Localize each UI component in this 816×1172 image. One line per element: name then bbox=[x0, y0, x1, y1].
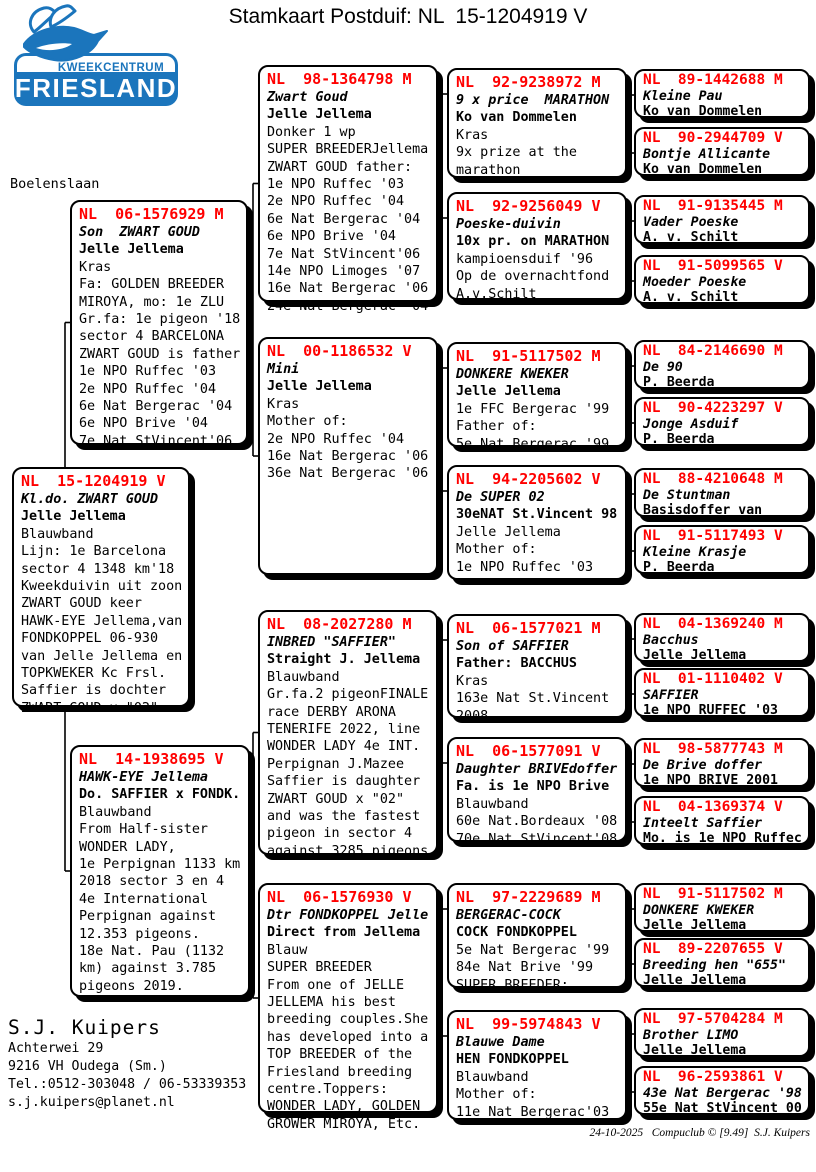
ring-number: NL 90-2944709 V bbox=[643, 130, 783, 146]
ring-number: NL 92-9256049 V bbox=[456, 197, 601, 215]
pigeon-subtitle: P. Beerda bbox=[643, 375, 715, 391]
pigeon-nickname: Dtr FONDKOPPEL Jelle bbox=[267, 908, 429, 923]
pigeon-note: 11e Nat Bergerac'03 bbox=[456, 1104, 610, 1120]
pigeon-box-NL-96-2593861-V bbox=[634, 1066, 810, 1115]
pigeon-nickname: De 90 bbox=[643, 360, 683, 375]
ring-number: NL 97-2229689 M bbox=[456, 888, 601, 906]
pigeon-note: Saffier is dochter bbox=[21, 683, 167, 699]
pigeon-box-NL-15-1204919-V bbox=[12, 467, 190, 716]
pigeon-note: 5e Nat Bergerac '99 bbox=[456, 436, 610, 452]
pigeon-subtitle: A. v. Schilt bbox=[643, 290, 739, 306]
pigeon-subtitle: Jelle Jellema bbox=[267, 379, 372, 395]
pigeon-subtitle: Ko van Dommelen bbox=[643, 104, 763, 120]
pigeon-subtitle: Straight J. Jellema bbox=[267, 652, 421, 668]
pigeon-note: FONDKOPPEL 06-930 bbox=[21, 631, 159, 647]
pigeon-note: 6e Nat Bergerac '04 bbox=[267, 211, 421, 227]
pigeon-note: GROWER MIROYA, Etc. bbox=[267, 1116, 421, 1132]
pigeon-note: Blauwband bbox=[456, 1069, 529, 1085]
ring-number: NL 92-9238972 M bbox=[456, 73, 601, 91]
pigeon-box-NL-01-1110402-V bbox=[634, 668, 810, 717]
pigeon-subtitle: 10x pr. on MARATHON bbox=[456, 234, 610, 250]
pigeon-note: Gr.fa: 1e pigeon '18 bbox=[79, 312, 241, 328]
ring-number: NL 01-1110402 V bbox=[643, 671, 783, 687]
pigeon-note: 14e NPO Limoges '07 bbox=[267, 264, 421, 280]
pigeon-box-NL-97-2229689-M bbox=[447, 883, 627, 993]
pigeon-note: Gr.fa.2 pigeonFINALE bbox=[267, 687, 429, 703]
pigeon-note: breeding couples.She bbox=[267, 1012, 429, 1028]
pigeon-note: 24e Nat Bergerac '04 bbox=[267, 298, 429, 314]
pigeon-note: pigeons 2019. bbox=[79, 978, 184, 994]
pigeon-nickname: Brother LIMO bbox=[643, 1028, 739, 1043]
pigeon-note: Op de overnachtfond bbox=[456, 269, 610, 285]
pigeon-note: ZWART GOUD keer bbox=[21, 596, 142, 612]
pigeon-note: 16e Nat Bergerac '06 bbox=[267, 449, 429, 465]
pigeon-note: From one of JELLE bbox=[267, 977, 405, 993]
logo-name-text: FRIESLAND bbox=[14, 73, 178, 103]
pigeon-note: From Half-sister bbox=[79, 822, 208, 838]
pigeon-note: 5e Nat Bergerac '99 bbox=[456, 942, 610, 958]
pigeon-note: 6e NPO Brive '04 bbox=[267, 229, 396, 245]
pigeon-box-NL-90-4223297-V bbox=[634, 397, 810, 446]
pigeon-box-NL-14-1938695-V bbox=[70, 745, 250, 997]
pigeon-box-NL-92-9256049-V bbox=[447, 192, 627, 300]
pigeon-box-NL-06-1576929-M bbox=[70, 200, 248, 449]
pigeon-note: Blauwband bbox=[79, 804, 152, 820]
ring-number: NL 96-2593861 V bbox=[643, 1069, 783, 1085]
pigeon-note: 1e FFC Bergerac '99 bbox=[456, 401, 610, 417]
pigeon-subtitle: HEN FONDKOPPEL bbox=[456, 1052, 569, 1068]
pigeon-subtitle: P. Beerda bbox=[643, 560, 715, 576]
pigeon-box-NL-91-5099565-V bbox=[634, 255, 810, 304]
pigeon-note: Mother of: bbox=[267, 414, 348, 430]
ring-number: NL 99-5974843 V bbox=[456, 1015, 601, 1033]
pigeon-note: HAWK-EYE Jellema,van bbox=[21, 613, 183, 629]
pigeon-note: ZWART GOUD father: bbox=[267, 159, 413, 175]
pigeon-subtitle: A. v. Schilt bbox=[643, 230, 739, 246]
pigeon-note: Jelle Jellema bbox=[456, 524, 561, 540]
pigeon-subtitle: 55e Nat StVincent 00 bbox=[643, 1101, 802, 1117]
pigeon-subtitle: Jelle Jellema bbox=[643, 1043, 747, 1059]
owner-address: Achterwei 29 bbox=[8, 1041, 104, 1056]
pigeon-box-NL-94-2205602-V bbox=[447, 465, 627, 580]
pigeon-note: 60e Nat.Bordeaux '08 bbox=[456, 814, 618, 830]
pigeon-box-NL-90-2944709-V bbox=[634, 127, 810, 176]
pigeon-subtitle: Jelle Jellema bbox=[643, 918, 747, 934]
pigeon-nickname: De SUPER 02 bbox=[456, 490, 545, 505]
pigeon-subtitle: 1e NPO BRIVE 2001 bbox=[643, 773, 778, 789]
pigeon-subtitle: P. Beerda bbox=[643, 432, 715, 448]
pigeon-note: pigeon in sector 4 bbox=[267, 826, 413, 842]
pigeon-box-NL-06-1577091-V bbox=[447, 737, 627, 847]
pigeon-nickname: Inteelt Saffier bbox=[643, 816, 763, 831]
pigeon-note: 7e Nat StVincent'06 bbox=[79, 433, 233, 449]
pigeon-nickname: Son of SAFFIER bbox=[456, 639, 569, 654]
pigeon-note: Mother of: bbox=[456, 542, 537, 558]
pigeon-nickname: Breeding hen "655" bbox=[643, 958, 786, 973]
pigeon-subtitle: 30eNAT St.Vincent 98 bbox=[456, 507, 618, 523]
pigeon-note: 16e Nat Bergerac '06 bbox=[267, 281, 429, 297]
pigeon-nickname: Daughter BRIVEdoffer bbox=[456, 762, 618, 777]
pigeon-note: 2e NPO Ruffec '04 bbox=[267, 431, 405, 447]
ring-number: NL 91-5099565 V bbox=[643, 258, 783, 274]
ring-number: NL 06-1576929 M bbox=[79, 205, 224, 223]
pigeon-note: Mother of: bbox=[456, 1087, 537, 1103]
ring-number: NL 91-9135445 M bbox=[643, 198, 783, 214]
pigeon-box-NL-91-5117502-M bbox=[634, 883, 810, 932]
pigeon-note: kampioensduif '96 bbox=[456, 251, 594, 267]
pigeon-note: 1e NPO Ruffec '03 bbox=[267, 177, 405, 193]
pigeon-note: against 3285 pigeons bbox=[267, 843, 429, 859]
pigeon-subtitle: Jelle Jellema bbox=[643, 973, 747, 989]
ring-number: NL 91-5117502 M bbox=[643, 886, 783, 902]
pigeon-box-NL-84-2146690-M bbox=[634, 340, 810, 389]
pigeon-note: ZWART GOUD x "02" bbox=[21, 700, 159, 716]
pigeon-note: TOP BREEDER of the bbox=[267, 1047, 413, 1063]
pigeon-note: Kras bbox=[456, 673, 489, 689]
pigeon-box-NL-92-9238972-M bbox=[447, 68, 627, 178]
pigeon-note: 1e NPO Ruffec '03 bbox=[79, 364, 217, 380]
ring-number: NL 06-1576930 V bbox=[267, 888, 412, 906]
pigeon-box-NL-08-2027280-M bbox=[258, 610, 438, 859]
pigeon-subtitle: Father: BACCHUS bbox=[456, 656, 577, 672]
pigeon-note: Perpignan against bbox=[79, 909, 217, 925]
pigeon-nickname: Jonge Asduif bbox=[643, 417, 739, 432]
pigeon-nickname: DONKERE KWEKER bbox=[643, 903, 755, 918]
pigeon-note: 7e Nat StVincent'06 bbox=[267, 246, 421, 262]
pigeon-note: Lijn: 1e Barcelona bbox=[21, 544, 167, 560]
pigeon-subtitle: 1e NPO RUFFEC '03 bbox=[643, 703, 778, 719]
pigeon-nickname: Son ZWART GOUD bbox=[79, 225, 200, 240]
pigeon-note: Kras bbox=[267, 396, 300, 412]
print-footer: 24-10-2025 Compuclub © [9.49] S.J. Kuipers bbox=[589, 1127, 810, 1139]
pigeon-box-NL-04-1369374-V bbox=[634, 796, 810, 845]
ring-number: NL 91-5117493 V bbox=[643, 528, 783, 544]
pigeon-subtitle: Jelle Jellema bbox=[267, 107, 372, 123]
pigeon-note: Blauw bbox=[267, 942, 308, 958]
pigeon-note: SUPER BREEDER bbox=[267, 960, 372, 976]
pigeon-note: race DERBY ARONA bbox=[267, 704, 396, 720]
pigeon-box-NL-04-1369240-M bbox=[634, 613, 810, 662]
pigeon-subtitle: Jelle Jellema bbox=[79, 242, 184, 258]
pigeon-note: 9x prize at the bbox=[456, 145, 577, 161]
pigeon-nickname: De Stuntman bbox=[643, 488, 731, 503]
pigeon-note: WONDER LADY, GOLDEN bbox=[267, 1099, 421, 1115]
pigeon-subtitle: Jelle Jellema bbox=[456, 384, 561, 400]
ring-number: NL 04-1369374 V bbox=[643, 799, 783, 815]
pigeon-note: Blauwband bbox=[21, 526, 94, 542]
pigeon-subtitle: Jelle Jellema bbox=[643, 648, 747, 664]
pigeon-subtitle: Ko van Dommelen bbox=[643, 162, 763, 178]
pigeon-note: Perpignan J.Mazee bbox=[267, 756, 405, 772]
pigeon-note: A.v.Schilt bbox=[456, 286, 537, 302]
pigeon-nickname: DONKERE KWEKER bbox=[456, 367, 569, 382]
pigeon-note: SUPER BREEDERJellema bbox=[267, 142, 429, 158]
pigeon-subtitle: Direct from Jellema bbox=[267, 925, 421, 941]
pigeon-note: 12.353 pigeons. bbox=[79, 926, 200, 942]
pigeon-note: Friesland breeding bbox=[267, 1064, 413, 1080]
pigeon-nickname: 43e Nat Bergerac '98 bbox=[643, 1086, 802, 1101]
pigeon-box-NL-97-5704284-M bbox=[634, 1008, 810, 1057]
pigeon-nickname: Blauwe Dame bbox=[456, 1035, 545, 1050]
ring-number: NL 14-1938695 V bbox=[79, 750, 224, 768]
pigeon-note: Kras bbox=[79, 259, 112, 275]
logo-band-text: KWEEKCENTRUM bbox=[57, 62, 165, 74]
ring-number: NL 94-2205602 V bbox=[456, 470, 601, 488]
owner-city: 9216 VH Oudega (Sm.) bbox=[8, 1059, 167, 1074]
ring-number: NL 88-4210648 M bbox=[643, 471, 783, 487]
location-label: Boelenslaan bbox=[10, 176, 100, 192]
pigeon-box-NL-06-1577021-M bbox=[447, 614, 627, 724]
pigeon-nickname: INBRED "SAFFIER" bbox=[267, 635, 396, 650]
pigeon-nickname: Kleine Pau bbox=[643, 89, 723, 104]
pigeon-note: WONDER LADY 4e INT. bbox=[267, 739, 421, 755]
pigeon-nickname: Bontje Allicante bbox=[643, 147, 771, 162]
pigeon-note: Fa: GOLDEN BREEDER bbox=[79, 277, 225, 293]
pigeon-nickname: 9 x price MARATHON bbox=[456, 93, 610, 108]
pigeon-subtitle: Jelle Jellema bbox=[21, 509, 126, 525]
pigeon-nickname: Moeder Poeske bbox=[643, 275, 747, 290]
pigeon-note: 4e International bbox=[79, 891, 208, 907]
pigeon-note: Kweekduivin uit zoon bbox=[21, 579, 183, 595]
pigeon-note: and was the fastest bbox=[267, 809, 421, 825]
pigeon-note: 1e Perpignan 1133 km bbox=[79, 857, 241, 873]
pigeon-note: ZWART GOUD x "02" bbox=[267, 791, 405, 807]
ring-number: NL 89-2207655 V bbox=[643, 941, 783, 957]
pigeon-note: 2e NPO Ruffec '04 bbox=[267, 194, 405, 210]
pigeon-nickname: Bacchus bbox=[643, 633, 699, 648]
pigeon-nickname: Zwart Goud bbox=[267, 90, 348, 105]
ring-number: NL 00-1186532 V bbox=[267, 342, 412, 360]
pigeon-note: TOPKWEKER Kc Frsl. bbox=[21, 666, 167, 682]
ring-number: NL 04-1369240 M bbox=[643, 616, 783, 632]
pigeon-note: 84e Nat Brive '99 bbox=[456, 960, 594, 976]
pigeon-box-NL-91-5117502-M bbox=[447, 342, 627, 452]
pigeon-box-NL-98-5877743-M bbox=[634, 738, 810, 787]
ring-number: NL 08-2027280 M bbox=[267, 615, 412, 633]
pigeon-box-NL-88-4210648-M bbox=[634, 468, 810, 517]
pigeon-note: Donker 1 wp bbox=[267, 124, 356, 140]
pigeon-note: 18e Nat. Pau (1132 bbox=[79, 944, 225, 960]
pigeon-note: Blauwband bbox=[456, 796, 529, 812]
pigeon-nickname: Mini bbox=[267, 362, 300, 377]
pigeon-note: km) against 3.785 bbox=[79, 961, 217, 977]
ring-number: NL 06-1577021 M bbox=[456, 619, 601, 637]
pigeon-note: 70e Nat.StVincent'08 bbox=[456, 831, 618, 847]
pigeon-box-NL-91-5117493-V bbox=[634, 525, 810, 574]
pigeon-note: WONDER LADY, bbox=[79, 839, 176, 855]
ring-number: NL 98-5877743 M bbox=[643, 741, 783, 757]
pigeon-subtitle: COCK FONDKOPPEL bbox=[456, 925, 577, 941]
pigeon-box-NL-91-9135445-M bbox=[634, 195, 810, 244]
pigeon-subtitle: Mo. is 1e NPO Ruffec bbox=[643, 831, 802, 847]
ring-number: NL 06-1577091 V bbox=[456, 742, 601, 760]
pigeon-box-NL-00-1186532-V bbox=[258, 337, 438, 575]
pigeon-note: sector 4 1348 km'18 bbox=[21, 561, 175, 577]
pigeon-box-NL-98-1364798-M bbox=[258, 65, 438, 314]
ring-number: NL 90-4223297 V bbox=[643, 400, 783, 416]
pigeon-note: ZWART GOUD is father bbox=[79, 346, 241, 362]
pigeon-nickname: Kleine Krasje bbox=[643, 545, 747, 560]
pigeon-box-NL-89-2207655-V bbox=[634, 938, 810, 987]
pigeon-subtitle: Basisdoffer van bbox=[643, 503, 763, 519]
pigeon-note: centre.Toppers: bbox=[267, 1082, 388, 1098]
pigeon-nickname: Vader Poeske bbox=[643, 215, 739, 230]
pigeon-note: Father of: bbox=[456, 419, 537, 435]
ring-number: NL 98-1364798 M bbox=[267, 70, 412, 88]
pigeon-note: has developed into a bbox=[267, 1029, 429, 1045]
page-title: Stamkaart Postduif: NL 15-1204919 V bbox=[228, 5, 588, 28]
pigeon-note: 2008. bbox=[456, 708, 497, 724]
pigeon-box-NL-99-5974843-V bbox=[447, 1010, 627, 1120]
pigeon-nickname: SAFFIER bbox=[643, 688, 699, 703]
pigeon-note: 163e Nat St.Vincent bbox=[456, 691, 610, 707]
pigeon-box-NL-06-1576930-V bbox=[258, 883, 438, 1132]
ring-number: NL 97-5704284 M bbox=[643, 1011, 783, 1027]
ring-number: NL 91-5117502 M bbox=[456, 347, 601, 365]
pigeon-note: sector 4 BARCELONA bbox=[79, 329, 225, 345]
pigeon-nickname: HAWK-EYE Jellema bbox=[79, 770, 208, 785]
owner-email: s.j.kuipers@planet.nl bbox=[8, 1095, 175, 1110]
pigeon-note: van Jelle Jellema en bbox=[21, 648, 183, 664]
pigeon-note: Kras bbox=[456, 127, 489, 143]
pigeon-subtitle: Fa. is 1e NPO Brive bbox=[456, 779, 610, 795]
owner-phone: Tel.:0512-303048 / 06-53339353 bbox=[8, 1077, 247, 1092]
pigeon-note: marathon bbox=[456, 162, 521, 178]
pigeon-note: 6e Nat Bergerac '04 bbox=[79, 399, 233, 415]
pigeon-note: 36e Nat Bergerac '06 bbox=[267, 466, 429, 482]
pigeon-note: 1e NPO Ruffec '03 bbox=[456, 559, 594, 575]
pigeon-subtitle: Do. SAFFIER x FONDK. bbox=[79, 787, 241, 803]
pigeon-nickname: De Brive doffer bbox=[643, 758, 763, 773]
pigeon-note: Saffier is daughter bbox=[267, 774, 421, 790]
pigeon-box-NL-89-1442688-M bbox=[634, 69, 810, 118]
ring-number: NL 89-1442688 M bbox=[643, 72, 783, 88]
pigeon-note: MIROYA, mo: 1e ZLU bbox=[79, 294, 225, 310]
pigeon-subtitle: Ko van Dommelen bbox=[456, 110, 577, 126]
pigeon-note: Blauwband bbox=[267, 669, 340, 685]
ring-number: NL 15-1204919 V bbox=[21, 472, 166, 490]
pigeon-nickname: Poeske-duivin bbox=[456, 217, 561, 232]
owner-name: S.J. Kuipers bbox=[8, 1016, 161, 1039]
pigeon-note: 2018 sector 3 en 4 bbox=[79, 874, 225, 890]
pigeon-nickname: BERGERAC-COCK bbox=[456, 908, 561, 923]
pigeon-note: 2e NPO Ruffec '04 bbox=[79, 381, 217, 397]
ring-number: NL 84-2146690 M bbox=[643, 343, 783, 359]
pigeon-note: 6e NPO Brive '04 bbox=[79, 416, 208, 432]
pigeon-note: TENERIFE 2022, line bbox=[267, 722, 421, 738]
pigeon-note: SUPER BREEDER: bbox=[456, 977, 569, 993]
pigeon-note: JELLEMA his best bbox=[267, 995, 396, 1011]
pigeon-nickname: Kl.do. ZWART GOUD bbox=[21, 492, 159, 507]
